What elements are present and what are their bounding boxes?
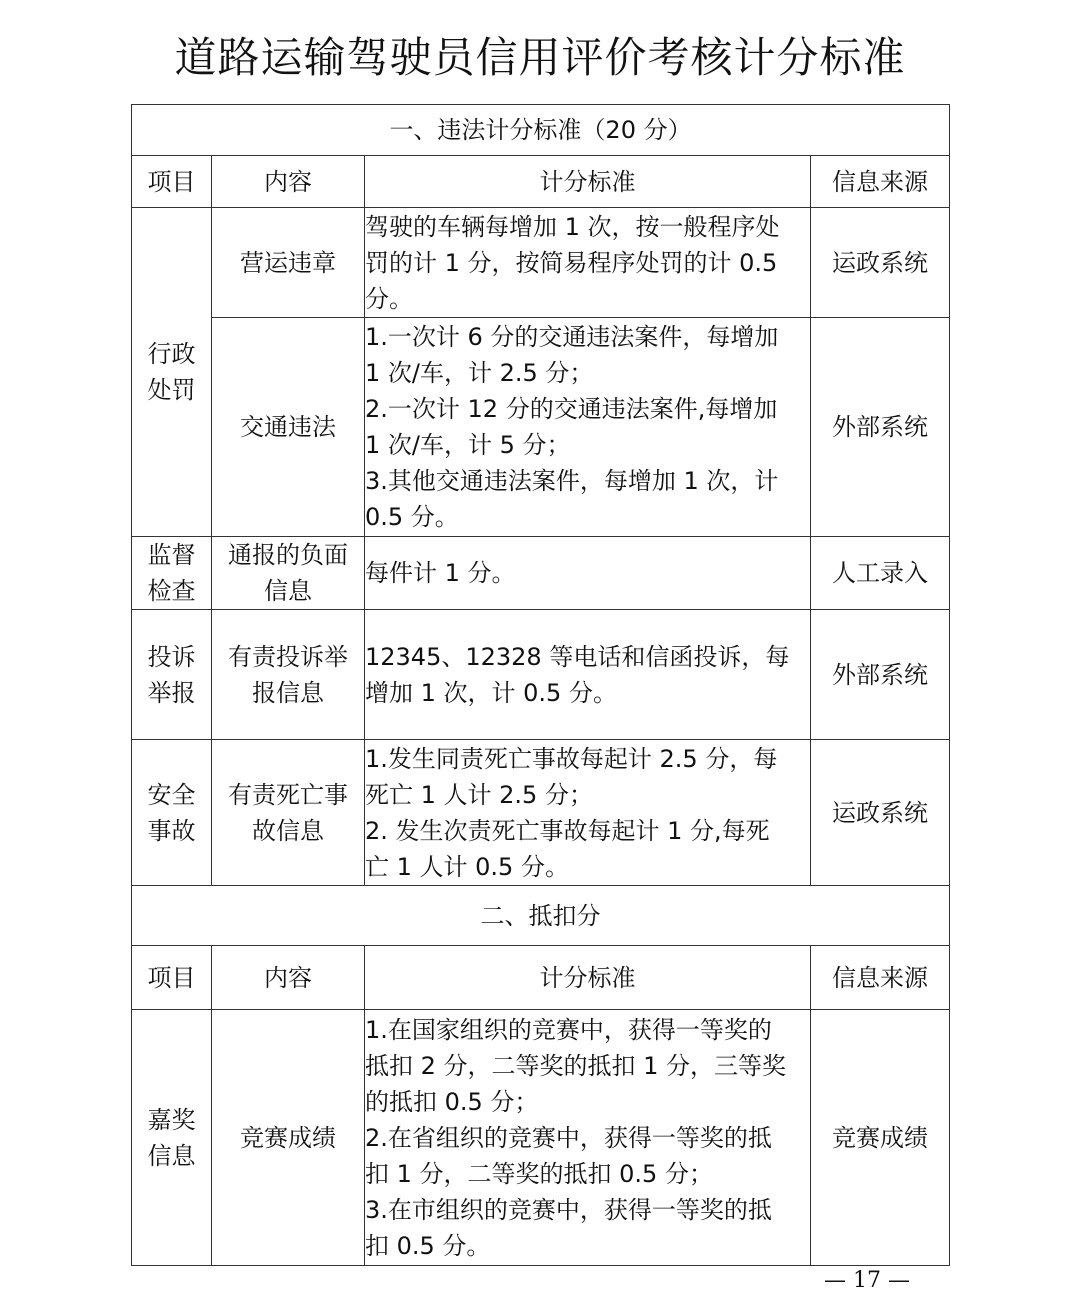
standard-line: 罚的计 1 分，按简易程序处罚的计 0.5 [365, 248, 778, 277]
category-line: 信息 [147, 1141, 196, 1170]
content-cell [212, 610, 365, 740]
source-cell: 外部系统 [811, 610, 950, 740]
header-standard: 计分标准 [365, 946, 811, 1010]
content-line: 故信息 [252, 816, 324, 845]
standard-line: 扣 0.5 分。 [365, 1231, 491, 1260]
standard-line: 3.在市组织的竞赛中，获得一等奖的抵 [365, 1195, 772, 1224]
standard-line: 1.发生同责死亡事故每起计 2.5 分，每 [365, 744, 778, 773]
standard-line: 1 次/车，计 2.5 分； [365, 359, 594, 387]
table-row [132, 208, 950, 318]
standard-cell [365, 537, 811, 610]
standard-line: 驾驶的车辆每增加 1 次，按一般程序处 [365, 212, 780, 241]
category-line: 检查 [147, 577, 196, 605]
header-source: 信息来源 [811, 946, 950, 1010]
category-line: 举报 [147, 678, 196, 707]
content-line: 竞赛成绩 [240, 1123, 336, 1152]
standard-line: 死亡 1 人计 2.5 分； [365, 780, 593, 809]
standard-line: 的抵扣 0.5 分； [365, 1087, 539, 1116]
page-number: — 17 — [824, 1268, 910, 1293]
category-line: 事故 [147, 816, 196, 845]
content-cell [212, 1010, 365, 1266]
table-row [132, 318, 950, 537]
section-heading-row [132, 886, 950, 946]
header-item: 项目 [132, 946, 212, 1010]
standard-line: 1.一次计 6 分的交通违法案件，每增加 [365, 323, 779, 351]
standard-cell [365, 318, 811, 537]
standard-line: 12345、12328 等电话和信函投诉，每 [365, 642, 790, 671]
header-item: 项目 [132, 156, 212, 208]
standard-line: 1 次/车，计 5 分； [365, 431, 571, 459]
content-line: 通报的负面 [228, 541, 348, 569]
category-cell [132, 740, 212, 886]
standard-cell [365, 610, 811, 740]
content-line: 有责死亡事 [228, 780, 348, 809]
content-line: 报信息 [252, 678, 324, 707]
standard-line: 2. 发生次责死亡事故每起计 1 分,每死 [365, 816, 770, 845]
header-content: 内容 [212, 946, 365, 1010]
standard-line: 抵扣 2 分，二等奖的抵扣 1 分，三等奖 [365, 1051, 787, 1080]
section-1-heading: 一、违法计分标准（20 分） [132, 105, 950, 156]
content-cell [212, 208, 365, 318]
table-row [132, 537, 950, 610]
content-cell [212, 318, 365, 537]
content-line: 信息 [264, 577, 312, 605]
content-cell [212, 537, 365, 610]
header-standard: 计分标准 [365, 156, 811, 208]
category-line: 处罚 [147, 376, 196, 404]
table-row [132, 1010, 950, 1266]
category-line: 安全 [147, 780, 196, 809]
table-header-row [132, 946, 950, 1010]
category-line: 行政 [147, 340, 196, 368]
content-cell [212, 740, 365, 886]
content-line: 交通违法 [240, 413, 336, 441]
standard-cell [365, 740, 811, 886]
standard-cell [365, 208, 811, 318]
section-2-heading: 二、抵扣分 [132, 886, 950, 946]
header-content: 内容 [212, 156, 365, 208]
content-line: 营运违章 [240, 248, 336, 277]
standard-line: 0.5 分。 [365, 503, 459, 531]
standard-line: 3.其他交通违法案件，每增加 1 次，计 [365, 467, 779, 495]
standard-cell [365, 1010, 811, 1266]
section-heading-row [132, 105, 950, 156]
credit-score-table [131, 104, 950, 1266]
standard-line: 亡 1 人计 0.5 分。 [365, 852, 569, 881]
standard-line: 增加 1 次，计 0.5 分。 [365, 678, 617, 707]
table-header-row [132, 156, 950, 208]
category-line: 投诉 [147, 642, 196, 671]
header-source: 信息来源 [811, 156, 950, 208]
standard-line: 1.在国家组织的竞赛中，获得一等奖的 [365, 1015, 772, 1044]
category-cell [132, 1010, 212, 1266]
category-line: 嘉奖 [147, 1105, 196, 1134]
source-cell: 运政系统 [811, 740, 950, 886]
source-cell: 竞赛成绩 [811, 1010, 950, 1266]
source-cell: 人工录入 [811, 537, 950, 610]
category-line: 监督 [147, 541, 196, 569]
standard-line: 2.在省组织的竞赛中，获得一等奖的抵 [365, 1123, 772, 1152]
standard-line: 分。 [365, 284, 413, 313]
category-cell [132, 610, 212, 740]
table-row [132, 610, 950, 740]
category-cell [132, 208, 212, 537]
standard-line: 每件计 1 分。 [365, 559, 516, 587]
standard-line: 扣 1 分，二等奖的抵扣 0.5 分； [365, 1159, 713, 1188]
content-line: 有责投诉举 [228, 642, 348, 671]
category-cell [132, 537, 212, 610]
table-row [132, 740, 950, 886]
document-title: 道路运输驾驶员信用评价考核计分标准 [174, 33, 906, 82]
source-cell: 运政系统 [811, 208, 950, 318]
standard-line: 2.一次计 12 分的交通违法案件,每增加 [365, 395, 778, 423]
source-cell: 外部系统 [811, 318, 950, 537]
